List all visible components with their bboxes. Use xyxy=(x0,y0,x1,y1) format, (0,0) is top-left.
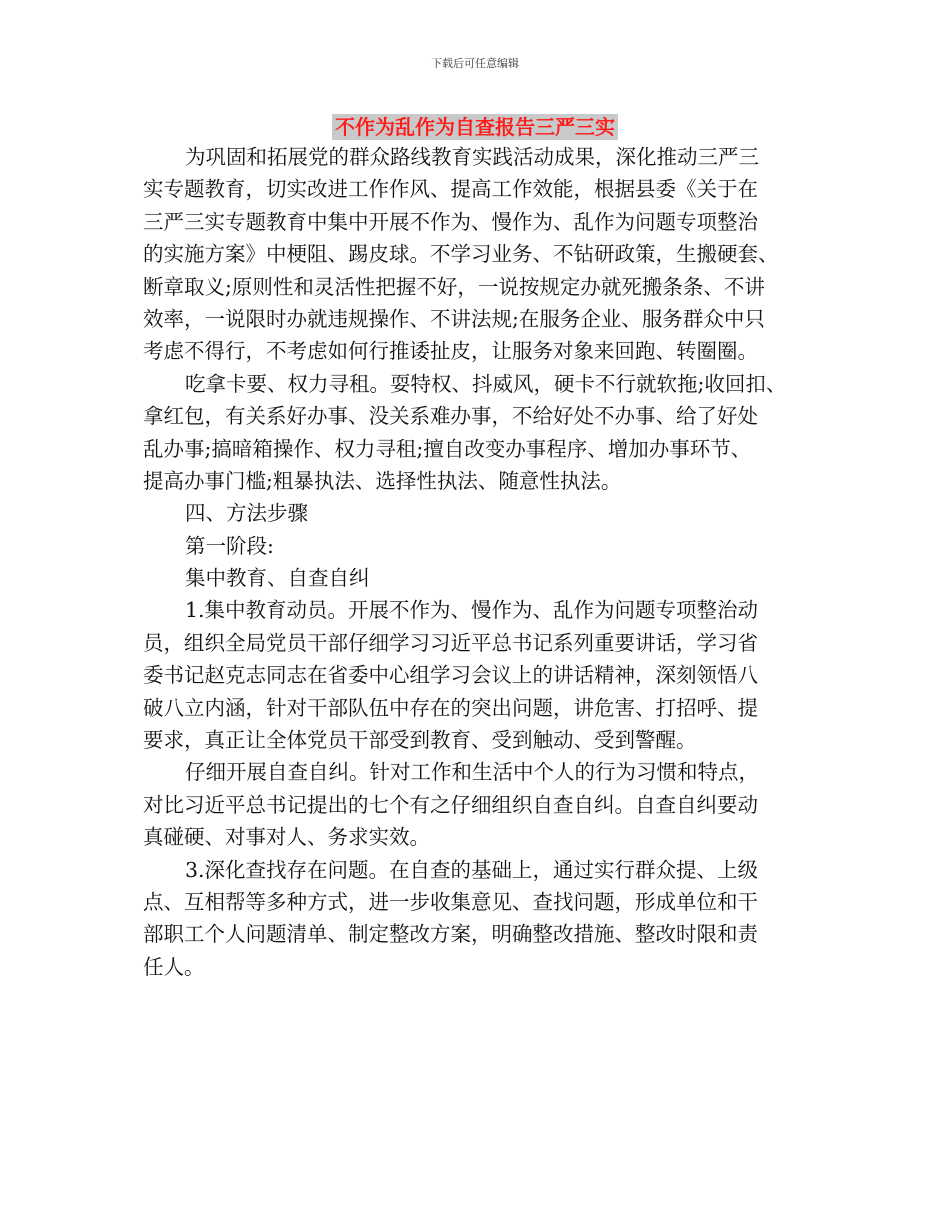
stage-subheading: 集中教育、自查自纠 xyxy=(185,566,370,591)
body-line: 点、互相帮等多种方式，进一步收集意见、查找问题，形成单位和干 xyxy=(143,889,758,914)
body-line: 部职工个人问题清单、制定整改方案，明确整改措施、整改时限和责 xyxy=(143,922,758,947)
body-line: 吃拿卡要、权力寻租。耍特权、抖威风，硬卡不行就软拖;收回扣、 xyxy=(185,371,787,396)
body-line: 员，组织全局党员干部仔细学习习近平总书记系列重要讲话，学习省 xyxy=(143,630,758,655)
body-line: 对比习近平总书记提出的七个有之仔细组织自查自纠。自查自纠要动 xyxy=(143,792,758,817)
body-line: 真碰硬、对事对人、务求实效。 xyxy=(143,825,430,850)
section-heading: 四、方法步骤 xyxy=(185,501,308,526)
body-line: 任人。 xyxy=(143,954,205,979)
document-title: 不作为乱作为自查报告三严三实 xyxy=(332,114,618,140)
body-line: 实专题教育，切实改进工作作风、提高工作效能，根据县委《关于在 xyxy=(143,177,758,202)
body-line: 1.集中教育动员。开展不作为、慢作为、乱作为问题专项整治动 xyxy=(185,598,759,623)
body-line: 破八立内涵，针对干部队伍中存在的突出问题，讲危害、打招呼、提 xyxy=(143,695,758,720)
body-line: 的实施方案》中梗阻、踢皮球。不学习业务、不钻研政策，生搬硬套、 xyxy=(143,242,779,267)
body-line: 提高办事门槛;粗暴执法、选择性执法、随意性执法。 xyxy=(143,468,622,493)
body-line: 乱办事;搞暗箱操作、权力寻租;擅自改变办事程序、增加办事环节、 xyxy=(143,436,752,461)
body-line: 拿红包，有关系好办事、没关系难办事，不给好处不办事、给了好处 xyxy=(143,404,758,429)
body-line: 考虑不得行，不考虑如何行推诿扯皮，让服务对象来回跑、转圈圈。 xyxy=(143,339,758,364)
body-line: 断章取义;原则性和灵活性把握不好，一说按规定办就死搬条条、不讲 xyxy=(143,274,765,299)
header-note: 下载后可任意编辑 xyxy=(431,57,519,70)
body-line: 三严三实专题教育中集中开展不作为、慢作为、乱作为问题专项整治 xyxy=(143,209,758,234)
body-line: 要求，真正让全体党员干部受到教育、受到触动、受到警醒。 xyxy=(143,728,697,753)
title-container xyxy=(0,114,950,140)
body-line: 为巩固和拓展党的群众路线教育实践活动成果，深化推动三严三 xyxy=(185,145,759,169)
body-line: 效率，一说限时办就违规操作、不讲法规;在服务企业、服务群众中只 xyxy=(143,306,765,331)
body-line: 3.深化查找存在问题。在自查的基础上，通过实行群众提、上级 xyxy=(185,857,759,882)
stage-heading: 第一阶段: xyxy=(185,533,274,558)
document-body xyxy=(143,141,811,983)
body-line: 仔细开展自查自纠。针对工作和生活中个人的行为习惯和特点， xyxy=(185,760,759,785)
body-line: 委书记赵克志同志在省委中心组学习会议上的讲话精神，深刻领悟八 xyxy=(143,663,758,688)
